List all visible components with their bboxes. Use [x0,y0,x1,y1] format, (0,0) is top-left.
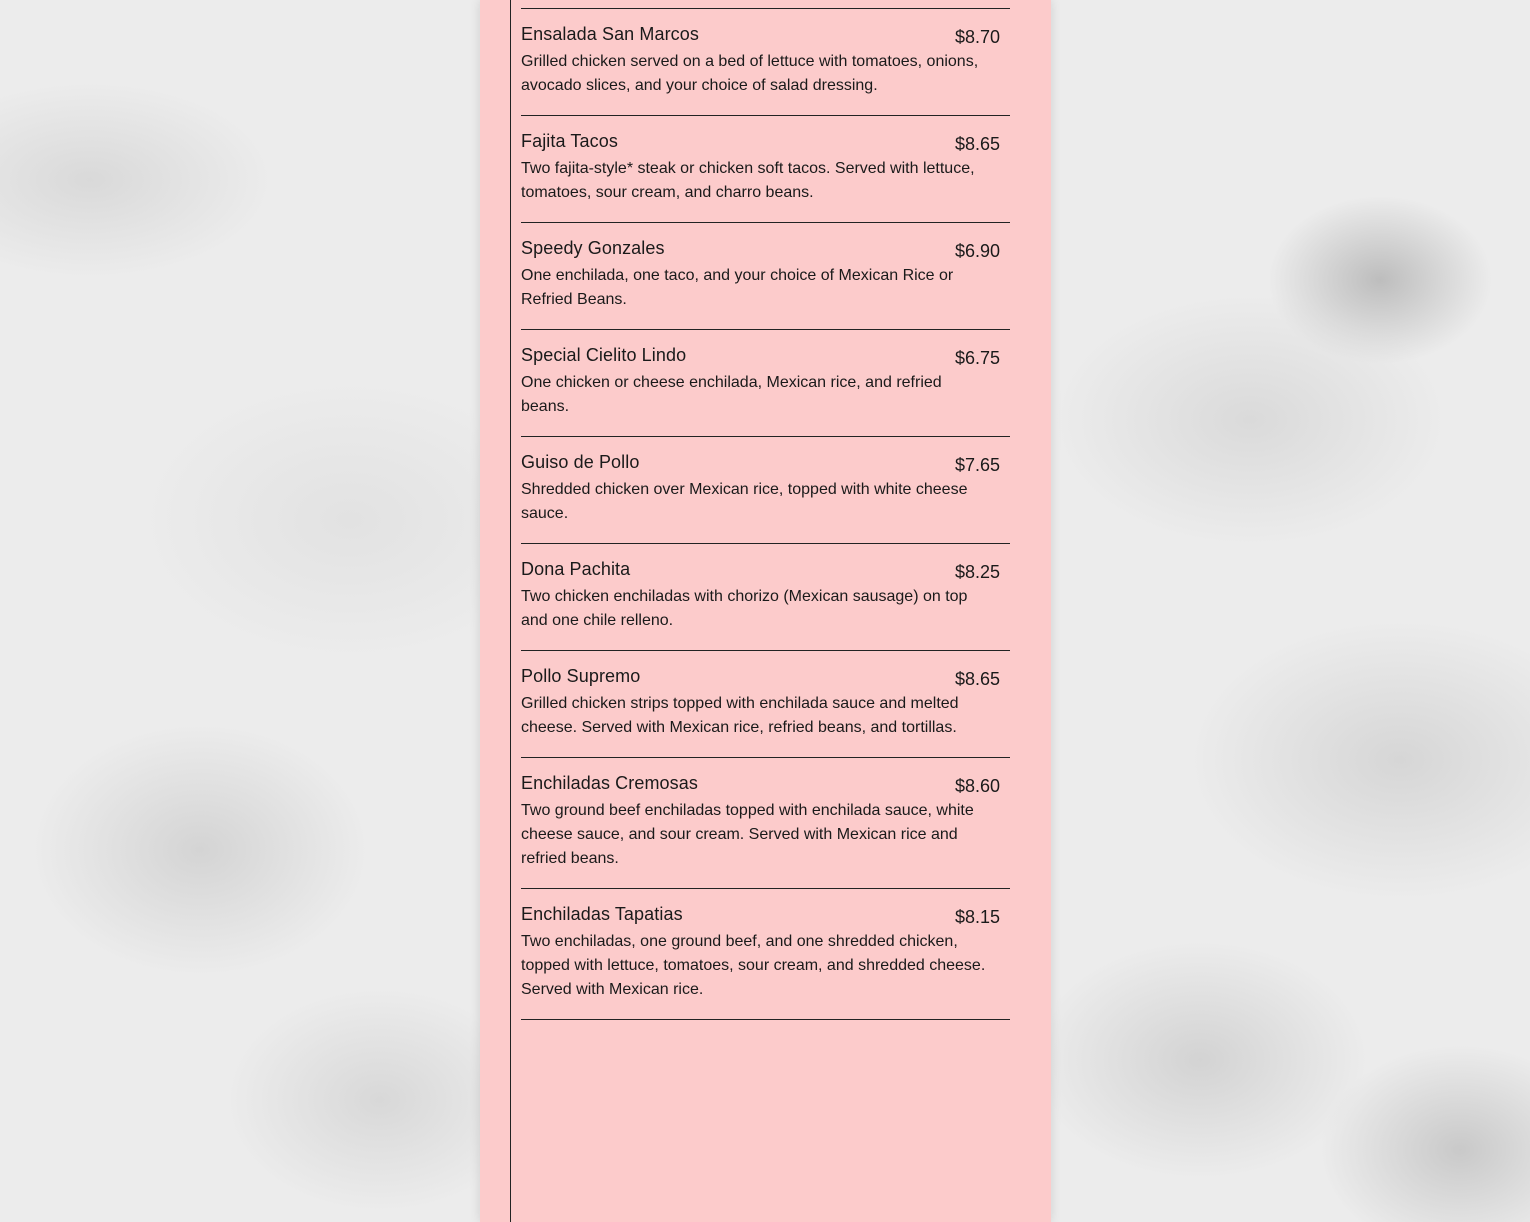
menu-item-price: $6.90 [954,241,1000,261]
menu-item [521,437,1010,544]
menu-item-description: One chicken or cheese enchilada, Mexican rice, and refried beans. [521,374,942,415]
menu-item [521,758,1010,889]
menu-item-name: Special Cielito Lindo [521,345,687,365]
menu-item-price: $8.25 [954,562,1000,582]
menu-list [521,8,1010,1020]
menu-item-price: $8.65 [954,669,1000,689]
menu-item-name: Fajita Tacos [521,131,618,151]
menu-item [521,9,1010,116]
menu-item-price: $6.75 [954,348,1000,368]
menu-item [521,889,1010,1020]
menu-item [521,330,1010,437]
menu-item [521,223,1010,330]
menu-item-description: Two enchiladas, one ground beef, and one shredded chicken, topped with lettuce, tomatoes, sour cream, and shredded cheese. Served with Mexican rice. [521,933,986,998]
panel-divider-line [510,0,511,1222]
menu-item [521,116,1010,223]
menu-item-name: Dona Pachita [521,559,631,579]
menu-item-description: Grilled chicken strips topped with enchilada sauce and melted cheese. Served with Mexican rice, refried beans, and tortillas. [521,695,959,736]
menu-item [521,544,1010,651]
menu-item-name: Ensalada San Marcos [521,24,699,44]
menu-item-description: Shredded chicken over Mexican rice, topped with white cheese sauce. [521,481,968,522]
menu-item-price: $8.60 [954,776,1000,796]
menu-item-name: Enchiladas Tapatias [521,904,683,924]
menu-item-name: Speedy Gonzales [521,238,665,258]
menu-panel [480,0,1051,1222]
menu-item-price: $8.15 [954,907,1000,927]
menu-item-price: $7.65 [954,455,1000,475]
menu-item-price: $8.65 [954,134,1000,154]
menu-item-name: Pollo Supremo [521,666,641,686]
menu-item-description: One enchilada, one taco, and your choice of Mexican Rice or Refried Beans. [521,267,954,308]
menu-item-name: Enchiladas Cremosas [521,773,698,793]
menu-item-description: Two ground beef enchiladas topped with enchilada sauce, white cheese sauce, and sour cream. Served with Mexican rice and refried beans. [521,802,974,867]
menu-item-description: Grilled chicken served on a bed of lettuce with tomatoes, onions, avocado slices, and your choice of salad dressing. [521,53,979,94]
menu-item-description: Two fajita-style* steak or chicken soft tacos. Served with lettuce, tomatoes, sour cream, and charro beans. [521,160,975,201]
menu-item-description: Two chicken enchiladas with chorizo (Mexican sausage) on top and one chile relleno. [521,588,968,629]
menu-item-price: $8.70 [954,27,1000,47]
menu-item [521,651,1010,758]
menu-item-name: Guiso de Pollo [521,452,640,472]
